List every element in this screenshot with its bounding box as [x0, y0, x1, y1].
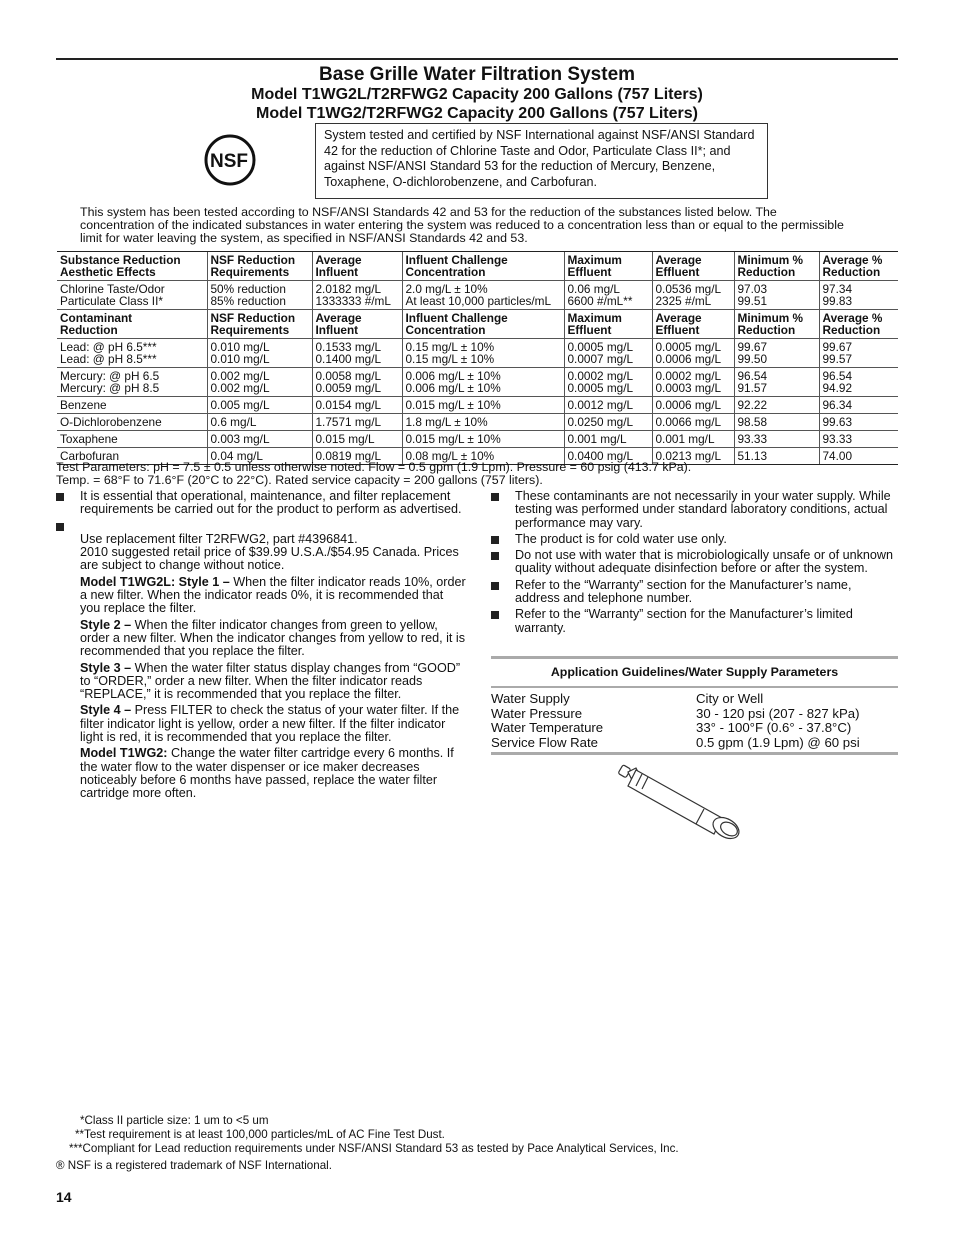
header-cell: NSF Reduction Requirements: [207, 310, 312, 339]
page-title: Base Grille Water Filtration System: [318, 64, 636, 85]
table-cell: 0.0012 mg/L: [564, 397, 652, 414]
table-cell: 0.005 mg/L: [207, 397, 312, 414]
table-cell: 0.0154 mg/L: [312, 397, 402, 414]
table-cell: 0.0250 mg/L: [564, 414, 652, 431]
header-cell: Maximum Effluent: [564, 310, 652, 339]
bullet-text: The product is for cold water use only.: [515, 531, 727, 546]
table-cell: 96.54 91.57: [734, 368, 819, 397]
list-item: [56, 520, 466, 573]
style-label: Style 2 –: [80, 617, 132, 632]
performance-data-table: [57, 251, 898, 465]
table-row: [491, 721, 898, 736]
bullet-text: Refer to the “Warranty” section for the Manufacturer’s limited warranty.: [515, 607, 853, 635]
style-text: Change the water filter cartridge every 6 months. If the water flow to the water dispenser or ice maker decreases noticeably before 6 months have passed, replace the water filter cartridge more often.: [80, 746, 454, 801]
param-label: Water Supply: [491, 691, 570, 706]
table-cell: 0.002 mg/L 0.002 mg/L: [207, 368, 312, 397]
header-cell: Contaminant Reduction: [57, 310, 207, 339]
style-1-paragraph: [56, 576, 466, 616]
application-guidelines-table: [491, 656, 898, 755]
footnote-2: **Test requirement is at least 100,000 particles/mL of AC Fine Test Dust.: [75, 1128, 445, 1141]
header-cell: Average Effluent: [652, 310, 734, 339]
table-cell: 0.006 mg/L ± 10% 0.006 mg/L ± 10%: [402, 368, 564, 397]
table-cell: 50% reduction 85% reduction: [207, 281, 312, 310]
table-cell: 0.04 mg/L: [207, 448, 312, 465]
bullet-text: Use replacement filter T2RFWG2, part #4396841. 2010 suggested retail price of $39.99 U.S.A./$54.95 Canada. Prices are subject to change without notice.: [80, 531, 459, 573]
table-cell: 97.03 99.51: [734, 281, 819, 310]
table-row: [57, 397, 898, 414]
header-cell: Average Influent: [312, 252, 402, 281]
nsf-logo-icon: [204, 134, 256, 186]
table-cell: 0.08 mg/L ± 10%: [402, 448, 564, 465]
table-cell: 97.34 99.83: [819, 281, 898, 310]
table-cell: 93.33: [819, 431, 898, 448]
bullet-square-icon: [491, 582, 499, 590]
param-value: 30 - 120 psi (207 - 827 kPa): [696, 705, 860, 721]
bullet-text: It is essential that operational, maintenance, and filter replacement requirements be carried out for the product to perform as advertised.: [80, 489, 462, 517]
list-item: [491, 490, 899, 530]
style-3-paragraph: [56, 662, 466, 702]
table-cell: 1.8 mg/L ± 10%: [402, 414, 564, 431]
table-cell: 0.015 mg/L ± 10%: [402, 431, 564, 448]
table-cell: Lead: @ pH 6.5*** Lead: @ pH 8.5***: [57, 339, 207, 368]
style-4-paragraph: [56, 704, 466, 744]
list-item: [491, 608, 899, 635]
table-cell: 96.34: [819, 397, 898, 414]
t1wg2-paragraph: [56, 747, 466, 800]
table-cell: 0.0002 mg/L 0.0003 mg/L: [652, 368, 734, 397]
table-cell: 0.0066 mg/L: [652, 414, 734, 431]
table-cell: 93.33: [734, 431, 819, 448]
table-cell: 0.010 mg/L 0.010 mg/L: [207, 339, 312, 368]
table-row: [57, 368, 898, 397]
table-cell: 99.67 99.50: [734, 339, 819, 368]
style-text: When the filter indicator reads 10%, order a new filter. When the indicator reads 0%, it is recommended that you replace the filter.: [80, 574, 466, 616]
table-row: [491, 692, 898, 707]
table-row: [57, 431, 898, 448]
header-cell: NSF Reduction Requirements: [207, 252, 312, 281]
table-cell: 0.0006 mg/L: [652, 397, 734, 414]
certification-text: System tested and certified by NSF International against NSF/ANSI Standard 42 for the reduction of Chlorine Taste and Odor, Particulate Class II*; and against NSF/ANSI Standard 53 for the reduction of Mercury, Benzene, Toxaphene, O-dichlorobenzene, and Carbofuran.: [324, 128, 755, 189]
bullet-text: Refer to the “Warranty” section for the Manufacturer’s name, address and telephone number.: [515, 577, 852, 606]
table-cell: 0.0005 mg/L 0.0007 mg/L: [564, 339, 652, 368]
trademark-note: ® NSF is a registered trademark of NSF International.: [56, 1159, 332, 1172]
table-cell: 96.54 94.92: [819, 368, 898, 397]
param-label: Water Temperature: [491, 720, 604, 735]
table-cell: 0.0005 mg/L 0.0006 mg/L: [652, 339, 734, 368]
table-header-aesthetic: [57, 252, 898, 281]
table-cell: 98.58: [734, 414, 819, 431]
style-label: Model T1WG2:: [80, 746, 168, 761]
bullet-square-icon: [56, 493, 64, 501]
style-text: Press FILTER to check the status of your water filter. If the filter indicator light is yellow, order a new filter. If the filter indicator light is red, it is recommended that you replace the filter.: [80, 703, 460, 745]
bullet-square-icon: [56, 523, 64, 531]
param-value: 33° - 100°F (0.6° - 37.8°C): [696, 720, 852, 735]
footnotes: [56, 1114, 896, 1173]
table-cell: 0.0058 mg/L 0.0059 mg/L: [312, 368, 402, 397]
bullet-square-icon: [491, 552, 499, 560]
table-cell: 0.015 mg/L ± 10%: [402, 397, 564, 414]
table-row: [491, 736, 898, 751]
table-cell: 0.0002 mg/L 0.0005 mg/L: [564, 368, 652, 397]
header-cell: Maximum Effluent: [564, 252, 652, 281]
param-label: Service Flow Rate: [491, 734, 599, 750]
header-cell: Influent Challenge Concentration: [402, 252, 564, 281]
right-column: [491, 490, 899, 638]
table-cell: Chlorine Taste/Odor Particulate Class II*: [57, 281, 207, 310]
test-parameters: Test Parameters: pH = 7.5 ± 0.5 unless otherwise noted. Flow = 0.5 gpm (1.9 Lpm). Pressure = 60 psig (413.7 kPa). Temp. = 68°F to 71.6°F (20°C to 22°C). Rated service capacity = 200 gallons (757 liters).: [56, 460, 692, 488]
list-item: [491, 549, 899, 576]
table-cell: 1.7571 mg/L: [312, 414, 402, 431]
style-text: When the filter indicator changes from green to yellow, order a new filter. When the indicator changes from yellow to red, it is recommended that you replace the filter.: [80, 617, 465, 659]
table-cell: 0.001 mg/L: [564, 431, 652, 448]
param-value: City or Well: [696, 691, 764, 706]
bullet-text: Do not use with water that is microbiologically unsafe or of unknown quality without adequate disinfection before or after the system.: [515, 548, 894, 576]
header-cell: Average Effluent: [652, 252, 734, 281]
table-cell: Mercury: @ pH 6.5 Mercury: @ pH 8.5: [57, 368, 207, 397]
app-guide-title: Application Guidelines/Water Supply Parameters: [491, 656, 898, 688]
table-cell: 0.0536 mg/L 2325 #/mL: [652, 281, 734, 310]
table-cell: 51.13: [734, 448, 819, 465]
style-text: When the water filter status display changes from “GOOD” to “ORDER,” order a new filter. When the filter indicator reads “REPLACE,” it is recommended that you replace the filter.: [80, 660, 461, 702]
table-row: [57, 339, 898, 368]
param-value: 0.5 gpm (1.9 Lpm) @ 60 psi: [696, 734, 860, 750]
bullet-square-icon: [491, 536, 499, 544]
style-2-paragraph: [56, 619, 466, 659]
table-cell: 74.00: [819, 448, 898, 465]
table-bottom-rule: [491, 752, 898, 755]
table-cell: Toxaphene: [57, 431, 207, 448]
bullet-square-icon: [491, 493, 499, 501]
table-cell: 0.003 mg/L: [207, 431, 312, 448]
style-label: Model T1WG2L: Style 1 –: [80, 574, 230, 589]
table-header-contaminant: [57, 310, 898, 339]
page-number: 14: [56, 1189, 72, 1205]
table-cell: 0.1533 mg/L 0.1400 mg/L: [312, 339, 402, 368]
header-cell: Minimum % Reduction: [734, 252, 819, 281]
nsf-logo-text: NSF: [210, 151, 248, 172]
style-label: Style 3 –: [80, 660, 132, 675]
table-cell: 0.015 mg/L: [312, 431, 402, 448]
bullet-text: These contaminants are not necessarily in your water supply. While testing was performed under standard laboratory conditions, actual performance may vary.: [515, 489, 891, 530]
table-cell: 0.001 mg/L: [652, 431, 734, 448]
list-item: [491, 579, 899, 606]
list-item: [491, 533, 899, 546]
certification-box: [315, 123, 768, 199]
header-cell: Average % Reduction: [819, 252, 898, 281]
table-cell: 99.67 99.57: [819, 339, 898, 368]
table-row: [491, 707, 898, 722]
table-cell: 0.0819 mg/L: [312, 448, 402, 465]
list-item: [56, 490, 466, 517]
intro-paragraph: This system has been tested according to NSF/ANSI Standards 42 and 53 for the reduction of the substances listed below. The concentration of the indicated substances in water entering the system was reduced to a concentration less than or equal to the permissible limit for water leaving the system, as specified in NSF/ANSI Standards 42 and 53.: [80, 205, 844, 246]
footnote-3: ***Compliant for Lead reduction requirements under NSF/ANSI Standard 53 as tested by Pace Analytical Services, Inc.: [69, 1142, 679, 1155]
left-column: [56, 490, 466, 801]
table-cell: 0.06 mg/L 6600 #/mL**: [564, 281, 652, 310]
table-cell: Carbofuran: [57, 448, 207, 465]
table-cell: 2.0 mg/L ± 10% At least 10,000 particles/mL: [402, 281, 564, 310]
param-label: Water Pressure: [491, 705, 583, 721]
table-row: [57, 281, 898, 310]
table-cell: 0.0213 mg/L: [652, 448, 734, 465]
water-filter-cartridge-icon: [616, 762, 746, 842]
header-cell: Influent Challenge Concentration: [402, 310, 564, 339]
table-cell: Benzene: [57, 397, 207, 414]
table-cell: 0.6 mg/L: [207, 414, 312, 431]
table-cell: 99.63: [819, 414, 898, 431]
table-cell: O-Dichlorobenzene: [57, 414, 207, 431]
header-cell: Average Influent: [312, 310, 402, 339]
table-cell: 0.15 mg/L ± 10% 0.15 mg/L ± 10%: [402, 339, 564, 368]
header-cell: Minimum % Reduction: [734, 310, 819, 339]
header-cell: Average % Reduction: [819, 310, 898, 339]
table-cell: 92.22: [734, 397, 819, 414]
bullet-square-icon: [491, 611, 499, 619]
model-subtitle-1: Model T1WG2L/T2RFWG2 Capacity 200 Gallons (757 Liters): [251, 86, 703, 103]
footnote-1: *Class II particle size: 1 um to <5 um: [80, 1114, 269, 1127]
model-subtitle-2: Model T1WG2/T2RFWG2 Capacity 200 Gallons (757 Liters): [256, 104, 698, 122]
table-cell: 0.0400 mg/L: [564, 448, 652, 465]
header-cell: Substance Reduction Aesthetic Effects: [57, 252, 207, 281]
style-label: Style 4 –: [80, 703, 132, 718]
table-row: [57, 414, 898, 431]
table-cell: 2.0182 mg/L 1333333 #/mL: [312, 281, 402, 310]
title-block: [56, 64, 898, 123]
top-rule: [56, 58, 898, 60]
